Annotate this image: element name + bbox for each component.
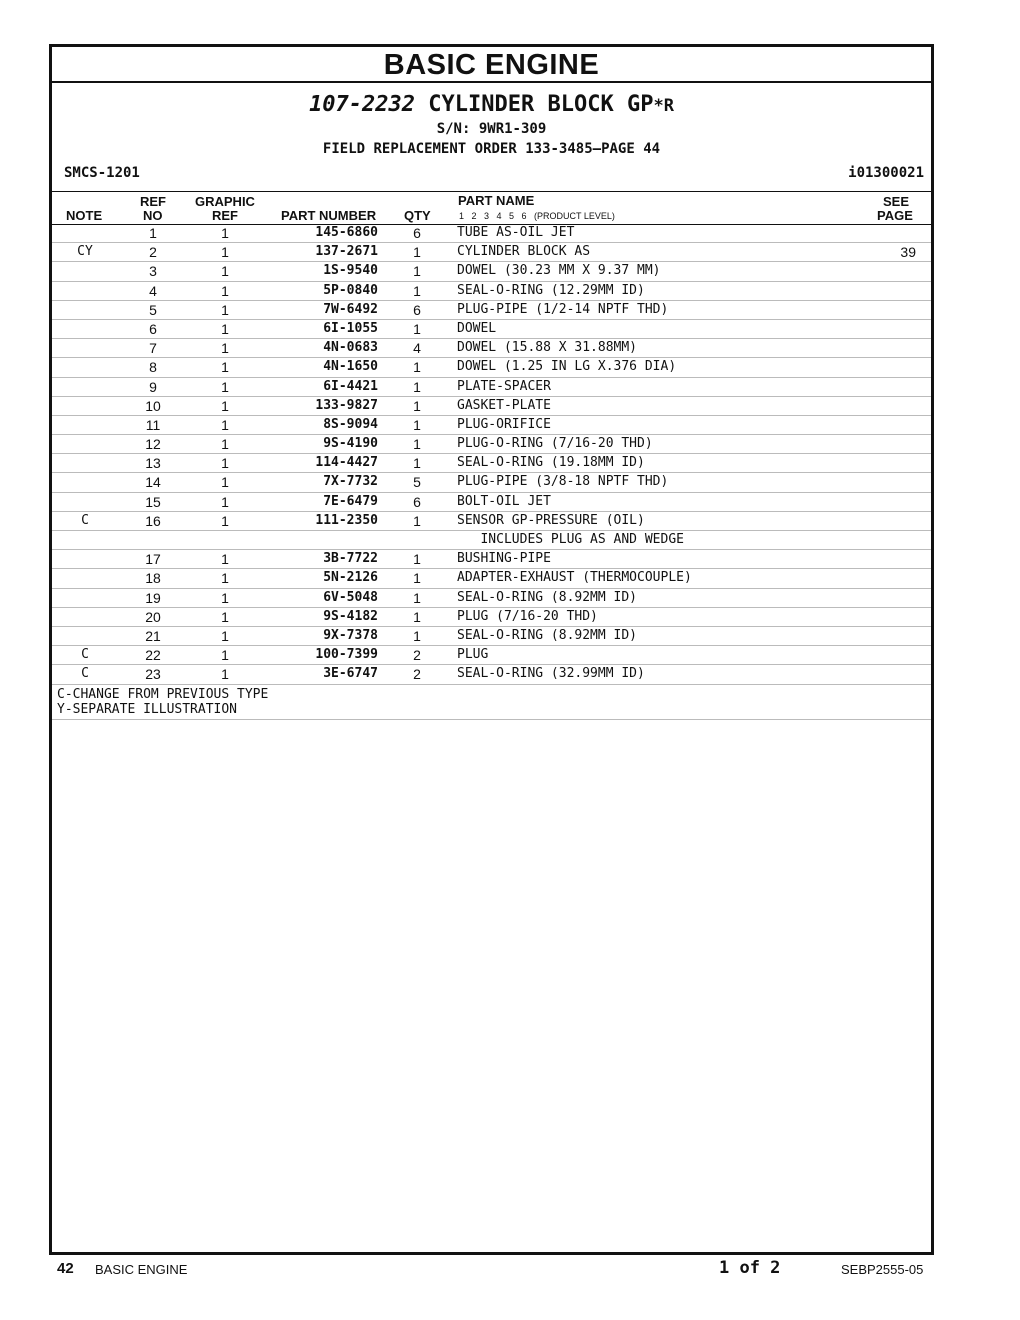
group-title xyxy=(52,91,931,120)
col-ref-bottom: NO xyxy=(143,208,163,223)
part-ref-no: 11 xyxy=(145,416,161,433)
col-graphic-bottom: REF xyxy=(212,208,238,223)
group-suffix: *R xyxy=(653,96,674,116)
part-graphic-ref: 1 xyxy=(221,301,229,318)
part-number: 114-4427 xyxy=(315,455,378,471)
part-number: 100-7399 xyxy=(315,647,378,663)
part-ref-no: 22 xyxy=(145,647,161,664)
part-number: 4N-0683 xyxy=(323,340,378,356)
part-name: SEAL-O-RING (8.92MM ID) xyxy=(457,627,638,643)
part-number: 9S-4182 xyxy=(323,608,378,624)
table-row xyxy=(52,531,931,550)
part-name: PLUG-ORIFICE xyxy=(457,416,551,432)
part-qty: 6 xyxy=(413,301,421,318)
part-ref-no: 7 xyxy=(149,340,157,357)
part-ref-no: 23 xyxy=(145,666,161,683)
part-qty: 4 xyxy=(413,340,421,357)
part-ref-no: 4 xyxy=(149,282,157,299)
legend-line: C-CHANGE FROM PREVIOUS TYPE xyxy=(57,686,269,702)
part-note: C xyxy=(81,512,89,528)
part-number: 6I-1055 xyxy=(323,320,378,336)
part-name: INCLUDES PLUG AS AND WEDGE xyxy=(457,532,684,547)
part-qty: 5 xyxy=(413,474,421,491)
table-row xyxy=(52,282,931,301)
part-name: DOWEL (15.88 X 31.88MM) xyxy=(457,340,638,356)
part-name: BUSHING-PIPE xyxy=(457,551,551,567)
part-graphic-ref: 1 xyxy=(221,436,229,453)
table-row xyxy=(52,627,931,646)
part-qty: 1 xyxy=(413,551,421,568)
part-qty: 1 xyxy=(413,263,421,280)
parts-table xyxy=(52,224,931,720)
part-name: SEAL-O-RING (32.99MM ID) xyxy=(457,666,645,682)
part-ref-no: 17 xyxy=(145,551,161,568)
part-name: DOWEL xyxy=(457,320,497,336)
col-qty: QTY xyxy=(404,208,431,223)
part-graphic-ref: 1 xyxy=(221,320,229,337)
table-row xyxy=(52,608,931,627)
part-ref-no: 13 xyxy=(145,455,161,472)
part-ref-no: 16 xyxy=(145,512,161,529)
part-number: 7X-7732 xyxy=(323,474,378,490)
part-number: 7E-6479 xyxy=(323,493,378,509)
group-name: CYLINDER BLOCK GP xyxy=(428,92,654,117)
part-graphic-ref: 1 xyxy=(221,244,229,261)
part-graphic-ref: 1 xyxy=(221,666,229,683)
part-note: C xyxy=(81,666,89,682)
part-ref-no: 3 xyxy=(149,263,157,280)
part-ref-no: 5 xyxy=(149,301,157,318)
part-number: 6I-4421 xyxy=(323,378,378,394)
part-name: PLUG (7/16-20 THD) xyxy=(457,608,598,624)
part-graphic-ref: 1 xyxy=(221,608,229,625)
col-see-top: SEE xyxy=(883,194,910,209)
part-graphic-ref: 1 xyxy=(221,225,229,241)
table-row xyxy=(52,416,931,435)
page-footer xyxy=(0,1258,1020,1282)
part-name: PLUG-PIPE (3/8-18 NPTF THD) xyxy=(457,474,669,490)
part-name: DOWEL (1.25 IN LG X.376 DIA) xyxy=(457,359,677,375)
legend-notes xyxy=(52,685,931,720)
part-name: SEAL-O-RING (19.18MM ID) xyxy=(457,455,645,471)
part-graphic-ref: 1 xyxy=(221,551,229,568)
table-row xyxy=(52,473,931,492)
table-row xyxy=(52,397,931,416)
part-name: SENSOR GP-PRESSURE (OIL) xyxy=(457,512,645,528)
table-row xyxy=(52,493,931,512)
part-qty: 1 xyxy=(413,608,421,625)
part-number: 9S-4190 xyxy=(323,436,378,452)
col-note: NOTE xyxy=(66,208,103,223)
part-qty: 6 xyxy=(413,225,421,241)
part-graphic-ref: 1 xyxy=(221,512,229,529)
part-name: TUBE AS-OIL JET xyxy=(457,225,575,240)
table-row xyxy=(52,358,931,377)
part-qty: 1 xyxy=(413,589,421,606)
part-graphic-ref: 1 xyxy=(221,647,229,664)
part-graphic-ref: 1 xyxy=(221,397,229,414)
part-qty: 1 xyxy=(413,378,421,395)
table-row xyxy=(52,435,931,454)
part-number: 1S-9540 xyxy=(323,263,378,279)
part-graphic-ref: 1 xyxy=(221,474,229,491)
part-ref-no: 19 xyxy=(145,589,161,606)
col-see-bottom: PAGE xyxy=(877,208,913,223)
part-ref-no: 6 xyxy=(149,320,157,337)
col-part-number: PART NUMBER xyxy=(281,208,377,223)
part-qty: 2 xyxy=(413,666,421,683)
part-number: 5N-2126 xyxy=(323,570,378,586)
part-number: 4N-1650 xyxy=(323,359,378,375)
part-ref-no: 2 xyxy=(149,244,157,261)
column-header xyxy=(52,191,931,225)
part-graphic-ref: 1 xyxy=(221,416,229,433)
part-ref-no: 12 xyxy=(145,436,161,453)
part-number: 8S-9094 xyxy=(323,416,378,432)
part-number: 3B-7722 xyxy=(323,551,378,567)
part-number: 137-2671 xyxy=(315,244,378,260)
part-qty: 6 xyxy=(413,493,421,510)
smcs-code: SMCS-1201 xyxy=(64,165,140,181)
table-row xyxy=(52,550,931,569)
table-row xyxy=(52,378,931,397)
part-qty: 1 xyxy=(413,512,421,529)
table-row xyxy=(52,243,931,262)
col-part-name: PART NAME xyxy=(458,193,535,208)
part-name: SEAL-O-RING (8.92MM ID) xyxy=(457,589,638,605)
legend-line: Y-SEPARATE ILLUSTRATION xyxy=(57,701,238,717)
table-row xyxy=(52,320,931,339)
table-row xyxy=(52,454,931,473)
col-product-level: 1 2 3 4 5 6 (PRODUCT LEVEL) xyxy=(459,211,615,221)
serial-number: S/N: 9WR1-309 xyxy=(436,121,547,137)
part-ref-no: 8 xyxy=(149,359,157,376)
part-ref-no: 21 xyxy=(145,627,161,644)
table-row xyxy=(52,262,931,281)
table-row xyxy=(52,339,931,358)
part-qty: 1 xyxy=(413,359,421,376)
part-ref-no: 1 xyxy=(149,225,157,241)
part-graphic-ref: 1 xyxy=(221,263,229,280)
part-number: 133-9827 xyxy=(315,397,378,413)
part-note: CY xyxy=(77,244,93,260)
table-row xyxy=(52,665,931,684)
part-number: 7W-6492 xyxy=(323,301,378,317)
part-ref-no: 10 xyxy=(145,397,161,414)
part-qty: 1 xyxy=(413,397,421,414)
part-qty: 1 xyxy=(413,244,421,261)
part-qty: 1 xyxy=(413,570,421,587)
table-row xyxy=(52,224,931,243)
part-qty: 1 xyxy=(413,320,421,337)
part-note: C xyxy=(81,647,89,663)
part-qty: 1 xyxy=(413,627,421,644)
section-title: BASIC ENGINE xyxy=(52,47,931,83)
part-graphic-ref: 1 xyxy=(221,340,229,357)
part-name: ADAPTER-EXHAUST (THERMOCOUPLE) xyxy=(457,570,692,586)
part-name: BOLT-OIL JET xyxy=(457,493,551,509)
part-ref-no: 14 xyxy=(145,474,161,491)
part-graphic-ref: 1 xyxy=(221,570,229,587)
table-row xyxy=(52,569,931,588)
part-number: 3E-6747 xyxy=(323,666,378,682)
part-graphic-ref: 1 xyxy=(221,378,229,395)
col-ref-top: REF xyxy=(140,194,166,209)
footer-section: BASIC ENGINE xyxy=(95,1262,188,1277)
part-name: GASKET-PLATE xyxy=(457,397,551,413)
page-number: 42 xyxy=(57,1260,74,1277)
part-name: SEAL-O-RING (12.29MM ID) xyxy=(457,282,645,298)
part-graphic-ref: 1 xyxy=(221,455,229,472)
part-graphic-ref: 1 xyxy=(221,359,229,376)
page-frame xyxy=(49,44,934,1255)
part-number: 6V-5048 xyxy=(323,589,378,605)
part-qty: 2 xyxy=(413,647,421,664)
field-replacement-order: FIELD REPLACEMENT ORDER 133-3485—PAGE 44 xyxy=(322,141,661,157)
col-graphic-top: GRAPHIC xyxy=(195,194,255,209)
part-graphic-ref: 1 xyxy=(221,282,229,299)
part-name: CYLINDER BLOCK AS xyxy=(457,244,591,260)
group-part-number: 107-2232 xyxy=(309,92,416,117)
table-row xyxy=(52,589,931,608)
part-qty: 1 xyxy=(413,282,421,299)
part-graphic-ref: 1 xyxy=(221,627,229,644)
part-number: 5P-0840 xyxy=(323,282,378,298)
part-name: PLUG xyxy=(457,647,489,663)
part-name: DOWEL (30.23 MM X 9.37 MM) xyxy=(457,263,661,279)
part-number: 9X-7378 xyxy=(323,627,378,643)
part-graphic-ref: 1 xyxy=(221,493,229,510)
part-qty: 1 xyxy=(413,455,421,472)
table-row xyxy=(52,646,931,665)
sheet-indicator: 1 of 2 xyxy=(719,1258,781,1278)
part-number: 111-2350 xyxy=(315,512,378,528)
part-ref-no: 9 xyxy=(149,378,157,395)
part-ref-no: 15 xyxy=(145,493,161,510)
part-qty: 1 xyxy=(413,436,421,453)
part-number: 145-6860 xyxy=(315,225,378,240)
table-row xyxy=(52,301,931,320)
part-name: PLATE-SPACER xyxy=(457,378,551,394)
table-row xyxy=(52,512,931,531)
document-number: SEBP2555-05 xyxy=(841,1262,924,1277)
part-qty: 1 xyxy=(413,416,421,433)
part-graphic-ref: 1 xyxy=(221,589,229,606)
illustration-id: i01300021 xyxy=(848,165,924,181)
part-ref-no: 20 xyxy=(145,608,161,625)
part-name: PLUG-O-RING (7/16-20 THD) xyxy=(457,436,653,452)
part-ref-no: 18 xyxy=(145,570,161,587)
part-name: PLUG-PIPE (1/2-14 NPTF THD) xyxy=(457,301,669,317)
part-see-page: 39 xyxy=(900,244,916,261)
